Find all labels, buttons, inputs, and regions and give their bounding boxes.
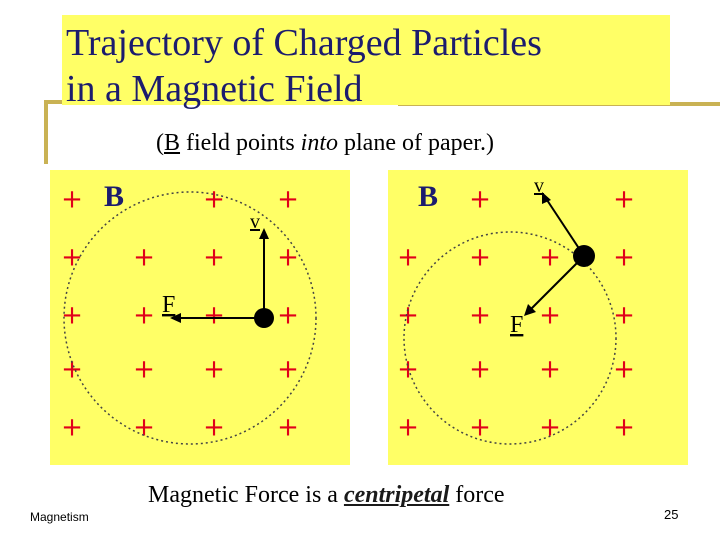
caption-pre: Magnetic Force is a [148, 482, 344, 508]
field-plus-marker: + [277, 412, 299, 443]
subtitle-open: ( [156, 130, 164, 156]
field-plus-marker: + [397, 300, 419, 331]
field-plus-marker: + [203, 300, 225, 331]
right-b-label: B [418, 180, 439, 213]
right-panel-diagram [388, 170, 688, 465]
field-plus-marker: + [539, 242, 561, 273]
subtitle-into: into [300, 130, 339, 156]
footer-course-label: Magnetism [30, 510, 89, 524]
field-plus-marker: + [613, 184, 635, 215]
field-plus-marker: + [203, 412, 225, 443]
right-charged-particle [573, 245, 595, 267]
field-plus-marker: + [133, 242, 155, 273]
field-plus-marker: + [133, 300, 155, 331]
left-f-label: F [162, 292, 176, 318]
field-plus-marker: + [133, 354, 155, 385]
field-plus-marker: + [469, 354, 491, 385]
field-plus-marker: + [277, 242, 299, 273]
slide-title-line-2: in a Magnetic Field [66, 68, 363, 110]
field-plus-marker: + [61, 300, 83, 331]
field-plus-marker: + [539, 300, 561, 331]
field-plus-marker: + [539, 412, 561, 443]
left-field-panel [50, 170, 350, 465]
field-plus-marker: + [469, 412, 491, 443]
decorative-left-tick [44, 100, 64, 104]
left-velocity-arrowhead [259, 228, 269, 239]
left-b-label: B [104, 180, 125, 213]
caption [148, 482, 505, 509]
subtitle-b-vector: B [164, 130, 181, 156]
left-v-label: v [250, 211, 260, 233]
field-plus-marker: + [61, 242, 83, 273]
field-plus-marker: + [277, 184, 299, 215]
field-plus-marker: + [539, 354, 561, 385]
field-plus-marker: + [277, 354, 299, 385]
field-plus-marker: + [469, 300, 491, 331]
right-v-label: v [534, 175, 544, 197]
slide-number: 25 [664, 507, 679, 522]
field-plus-marker: + [397, 354, 419, 385]
right-f-label: F [510, 312, 524, 338]
caption-keyword: centripetal [343, 482, 450, 508]
field-plus-marker: + [613, 412, 635, 443]
subtitle-middle: field points [180, 130, 301, 156]
field-plus-marker: + [61, 354, 83, 385]
field-plus-marker: + [613, 354, 635, 385]
field-plus-marker: + [397, 412, 419, 443]
caption-post: force [449, 482, 505, 508]
field-plus-marker: + [613, 242, 635, 273]
field-plus-marker: + [61, 412, 83, 443]
field-plus-marker: + [397, 242, 419, 273]
field-plus-marker: + [613, 300, 635, 331]
subtitle-end: plane of paper.) [338, 130, 494, 156]
field-plus-marker: + [277, 300, 299, 331]
field-plus-marker: + [133, 412, 155, 443]
right-field-panel [388, 170, 688, 465]
left-charged-particle [254, 308, 274, 328]
field-plus-marker: + [203, 242, 225, 273]
field-plus-marker: + [61, 184, 83, 215]
field-plus-marker: + [203, 184, 225, 215]
subtitle [156, 130, 494, 157]
field-plus-marker: + [203, 354, 225, 385]
decorative-vertical-bar [44, 100, 48, 164]
field-plus-marker: + [469, 242, 491, 273]
left-panel-diagram [50, 170, 350, 465]
slide-title-line-1: Trajectory of Charged Particles [66, 22, 542, 64]
field-plus-marker: + [469, 184, 491, 215]
